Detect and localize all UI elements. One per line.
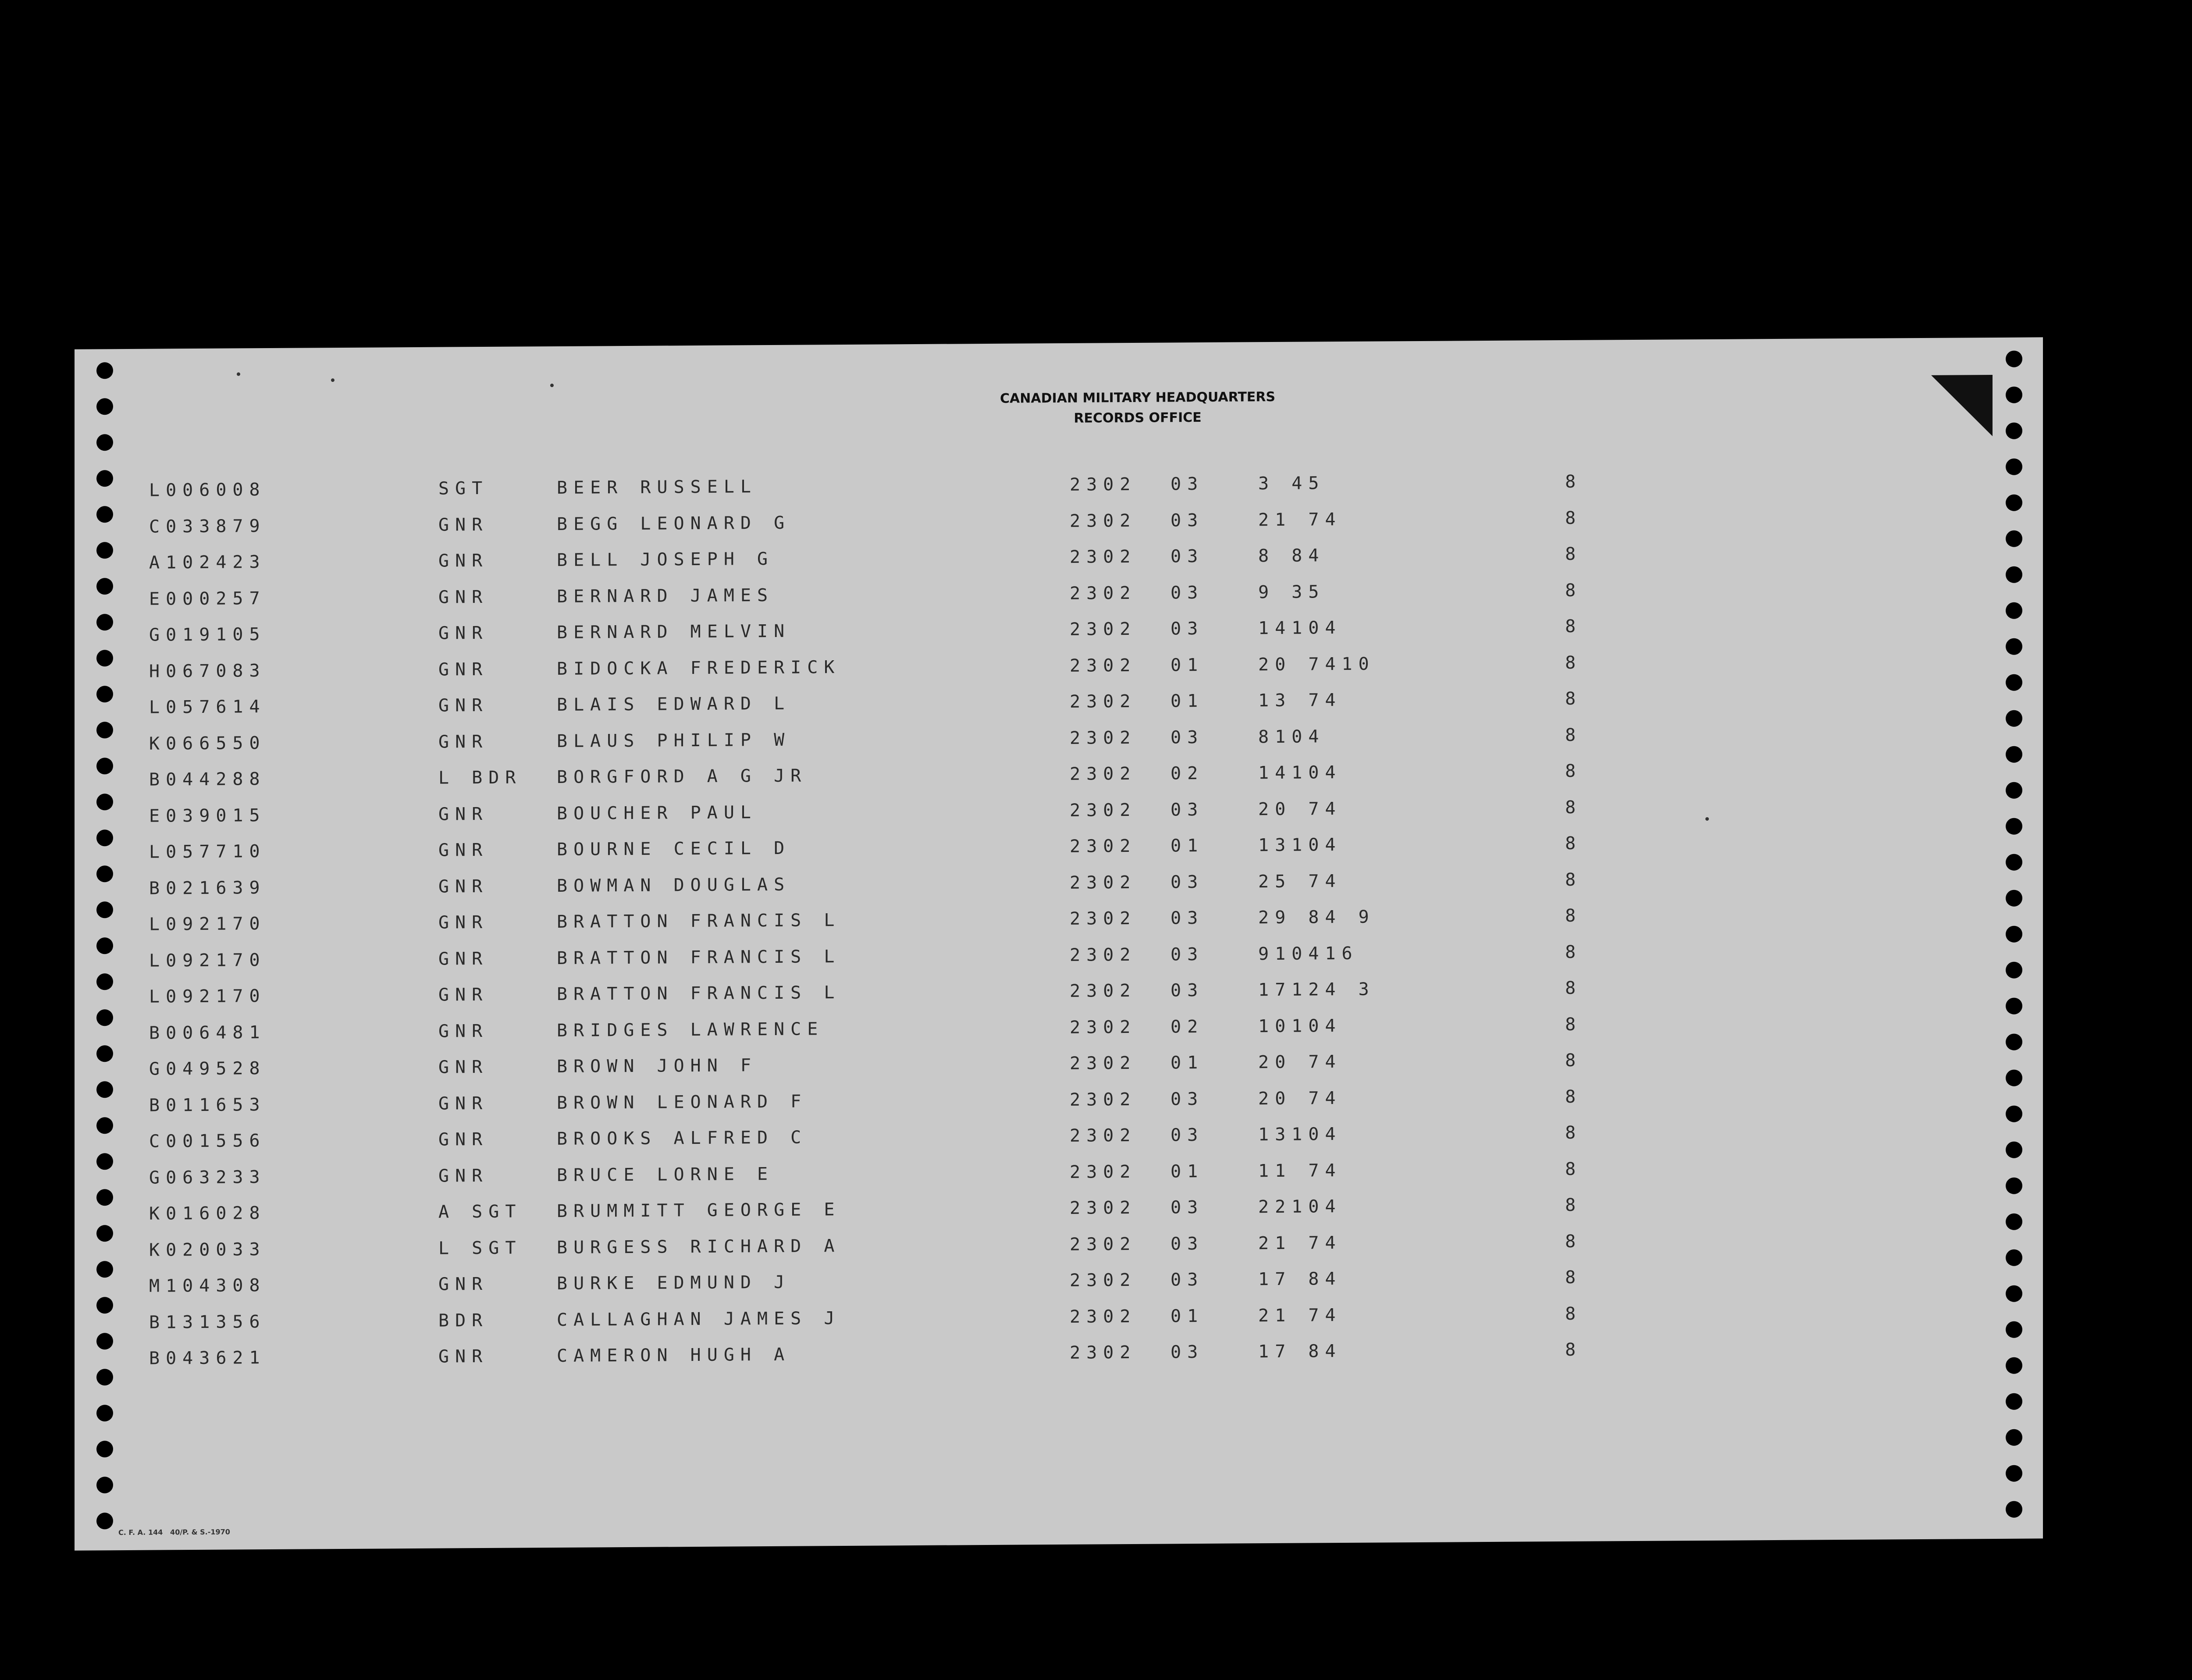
- header-line-1: CANADIAN MILITARY HEADQUARTERS: [1000, 389, 1275, 406]
- form-footer: C. F. A. 144 40/P. & S.-1970: [118, 1527, 230, 1537]
- soldier-name: BELL JOSEPH G: [557, 548, 774, 570]
- feed-hole: [96, 1153, 113, 1170]
- record-value: 22104: [1258, 1196, 1342, 1217]
- unit-code: 2302: [1070, 1125, 1137, 1146]
- record-value: 21 74: [1258, 1232, 1342, 1253]
- rank: GNR: [438, 1057, 489, 1078]
- soldier-name: CAMERON HUGH A: [557, 1344, 791, 1366]
- feed-hole: [2006, 1465, 2022, 1482]
- soldier-name: BIDOCKA FREDERICK: [557, 657, 841, 679]
- service-number: C033879: [149, 516, 266, 537]
- feed-hole: [2006, 1106, 2022, 1122]
- feed-hole: [96, 794, 113, 810]
- service-number: K066550: [149, 733, 266, 754]
- feed-hole: [2006, 1249, 2022, 1266]
- service-number: B131356: [149, 1311, 266, 1333]
- flag-code: 8: [1565, 1339, 1576, 1360]
- group-code: 03: [1171, 473, 1204, 495]
- feed-hole: [2006, 638, 2022, 655]
- soldier-name: BROWN JOHN F: [557, 1055, 757, 1077]
- feed-hole: [96, 722, 113, 738]
- soldier-name: BURGESS RICHARD A: [557, 1235, 841, 1258]
- feed-hole: [2006, 1357, 2022, 1374]
- feed-hole: [2006, 674, 2022, 691]
- feed-hole: [96, 1189, 113, 1206]
- rank: A SGT: [438, 1201, 522, 1222]
- service-number: M104308: [149, 1275, 266, 1296]
- record-value: 8 84: [1258, 545, 1325, 566]
- record-value: 9 35: [1258, 581, 1325, 602]
- feed-hole: [96, 937, 113, 954]
- tractor-holes: [75, 337, 2043, 349]
- soldier-name: BOWMAN DOUGLAS: [557, 874, 791, 896]
- feed-hole: [96, 1405, 113, 1421]
- feed-hole: [2006, 854, 2022, 871]
- unit-code: 2302: [1070, 800, 1137, 821]
- group-code: 03: [1171, 618, 1204, 639]
- rank: GNR: [438, 1021, 489, 1042]
- flag-code: 8: [1565, 725, 1576, 745]
- feed-hole: [96, 506, 113, 523]
- record-value: 13 74: [1258, 690, 1342, 711]
- rank: GNR: [438, 1129, 489, 1150]
- service-number: A102423: [149, 552, 266, 573]
- soldier-name: BURKE EDMUND J: [557, 1272, 791, 1294]
- rank: GNR: [438, 550, 489, 571]
- group-code: 03: [1171, 582, 1204, 603]
- unit-code: 2302: [1070, 1161, 1137, 1182]
- feed-hole: [96, 398, 113, 415]
- feed-hole: [2006, 1214, 2022, 1230]
- rank: GNR: [438, 804, 489, 825]
- service-number: E000257: [149, 588, 266, 609]
- group-code: 01: [1171, 835, 1204, 856]
- group-code: 01: [1171, 1052, 1204, 1073]
- service-number: K020033: [149, 1239, 266, 1260]
- rank: GNR: [438, 840, 489, 861]
- rank: GNR: [438, 912, 489, 933]
- service-number: L057710: [149, 841, 266, 862]
- rank: L BDR: [438, 767, 522, 788]
- unit-code: 2302: [1070, 872, 1137, 893]
- feed-hole: [2006, 746, 2022, 763]
- record-value: 20 74: [1258, 1088, 1342, 1109]
- soldier-name: BRUCE LORNE E: [557, 1164, 774, 1185]
- group-code: 03: [1171, 1197, 1204, 1218]
- flag-code: 8: [1565, 761, 1576, 781]
- soldier-name: BOURNE CECIL D: [557, 838, 791, 860]
- rank: GNR: [438, 623, 489, 644]
- unit-code: 2302: [1070, 510, 1137, 531]
- group-code: 03: [1171, 799, 1204, 820]
- flag-code: 8: [1565, 1231, 1576, 1252]
- flag-code: 8: [1565, 1267, 1576, 1288]
- group-code: 03: [1171, 1089, 1204, 1109]
- soldier-name: BLAIS EDWARD L: [557, 693, 791, 715]
- service-number: L092170: [149, 950, 266, 971]
- group-code: 03: [1171, 1342, 1204, 1363]
- feed-hole: [2006, 1429, 2022, 1446]
- soldier-name: BROWN LEONARD F: [557, 1091, 808, 1113]
- rank: GNR: [438, 948, 489, 969]
- feed-hole: [2006, 459, 2022, 475]
- unit-code: 2302: [1070, 655, 1137, 676]
- unit-code: 2302: [1070, 980, 1137, 1001]
- unit-code: 2302: [1070, 583, 1137, 604]
- rank: GNR: [438, 587, 489, 608]
- feed-hole: [2006, 602, 2022, 619]
- unit-code: 2302: [1070, 1017, 1137, 1038]
- speck: [1705, 817, 1709, 821]
- group-code: 03: [1171, 727, 1204, 747]
- record-value: 14104: [1258, 762, 1342, 783]
- record-value: 910416: [1258, 943, 1359, 964]
- group-code: 03: [1171, 546, 1204, 567]
- soldier-name: BRUMMITT GEORGE E: [557, 1199, 841, 1221]
- service-number: L057614: [149, 697, 266, 718]
- service-number: B044288: [149, 769, 266, 790]
- rank: GNR: [438, 1165, 489, 1186]
- soldier-name: BOUCHER PAUL: [557, 802, 757, 824]
- feed-hole: [2006, 423, 2022, 439]
- group-code: 01: [1171, 691, 1204, 712]
- rank: L SGT: [438, 1237, 522, 1259]
- document-header: [886, 386, 1390, 430]
- flag-code: 8: [1565, 942, 1576, 962]
- rank: GNR: [438, 1346, 489, 1367]
- soldier-name: CALLAGHAN JAMES J: [557, 1308, 841, 1330]
- corner-triangle-mark: [1931, 375, 1993, 437]
- group-code: 02: [1171, 1016, 1204, 1037]
- group-code: 01: [1171, 1306, 1204, 1326]
- feed-hole: [2006, 530, 2022, 547]
- unit-code: 2302: [1070, 1306, 1137, 1327]
- unit-code: 2302: [1070, 1342, 1137, 1363]
- feed-hole: [2006, 1142, 2022, 1158]
- service-number: G049528: [149, 1058, 266, 1079]
- unit-code: 2302: [1070, 691, 1137, 712]
- feed-hole: [96, 1117, 113, 1134]
- unit-code: 2302: [1070, 619, 1137, 640]
- group-code: 01: [1171, 1161, 1204, 1182]
- record-value: 14104: [1258, 618, 1342, 639]
- flag-code: 8: [1565, 544, 1576, 564]
- record-value: 17124 3: [1258, 979, 1375, 1000]
- group-code: 03: [1171, 944, 1204, 965]
- unit-code: 2302: [1070, 1197, 1137, 1218]
- record-value: 17 84: [1258, 1341, 1342, 1362]
- record-value: 20 7410: [1258, 654, 1375, 675]
- flag-code: 8: [1565, 1159, 1576, 1179]
- flag-code: 8: [1565, 1195, 1576, 1215]
- flag-code: 8: [1565, 978, 1576, 998]
- rank: GNR: [438, 695, 489, 716]
- group-code: 03: [1171, 908, 1204, 929]
- feed-hole: [96, 1081, 113, 1098]
- record-value: 17 84: [1258, 1269, 1342, 1290]
- flag-code: 8: [1565, 580, 1576, 601]
- record-value: 25 74: [1258, 871, 1342, 892]
- feed-hole: [2006, 818, 2022, 835]
- feed-hole: [96, 1009, 113, 1026]
- feed-hole: [2006, 1285, 2022, 1302]
- feed-hole: [96, 1513, 113, 1529]
- record-value: 20 74: [1258, 798, 1342, 819]
- feed-hole: [2006, 387, 2022, 403]
- service-number: L092170: [149, 986, 266, 1007]
- unit-code: 2302: [1070, 727, 1137, 748]
- feed-hole: [96, 434, 113, 451]
- soldier-name: BERNARD JAMES: [557, 585, 774, 607]
- feed-hole: [2006, 962, 2022, 979]
- soldier-name: BEER RUSSELL: [557, 477, 757, 498]
- group-code: 01: [1171, 655, 1204, 675]
- group-code: 03: [1171, 980, 1204, 1001]
- feed-hole: [96, 470, 113, 487]
- feed-hole: [96, 362, 113, 379]
- service-number: E039015: [149, 805, 266, 826]
- rank: GNR: [438, 1093, 489, 1114]
- record-value: 8104: [1258, 726, 1325, 747]
- feed-hole: [2006, 1321, 2022, 1338]
- service-number: L092170: [149, 914, 266, 935]
- flag-code: 8: [1565, 1086, 1576, 1107]
- rank: GNR: [438, 1274, 489, 1295]
- record-value: 21 74: [1258, 509, 1342, 530]
- feed-hole: [2006, 710, 2022, 727]
- flag-code: 8: [1565, 797, 1576, 818]
- record-value: 11 74: [1258, 1160, 1342, 1181]
- rank: GNR: [438, 876, 489, 897]
- feed-hole: [96, 614, 113, 630]
- feed-hole: [96, 1045, 113, 1062]
- soldier-name: BRATTON FRANCIS L: [557, 982, 841, 1004]
- feed-hole: [96, 865, 113, 882]
- group-code: 03: [1171, 510, 1204, 530]
- feed-hole: [96, 1369, 113, 1385]
- feed-hole: [2006, 926, 2022, 943]
- feed-hole: [2006, 998, 2022, 1014]
- unit-code: 2302: [1070, 908, 1137, 929]
- feed-hole: [2006, 1393, 2022, 1410]
- service-number: C001556: [149, 1131, 266, 1152]
- unit-code: 2302: [1070, 944, 1137, 965]
- soldier-name: BERNARD MELVIN: [557, 621, 791, 643]
- soldier-name: BLAUS PHILIP W: [557, 730, 791, 751]
- service-number: G063233: [149, 1167, 266, 1188]
- feed-hole: [96, 758, 113, 774]
- rank: SGT: [438, 478, 489, 499]
- feed-hole: [2006, 495, 2022, 511]
- feed-hole: [96, 650, 113, 666]
- rank: GNR: [438, 984, 489, 1005]
- rank: GNR: [438, 514, 489, 535]
- soldier-name: BROOKS ALFRED C: [557, 1127, 808, 1149]
- group-code: 02: [1171, 763, 1204, 784]
- flag-code: 8: [1565, 652, 1576, 673]
- soldier-name: BRIDGES LAWRENCE: [557, 1018, 824, 1041]
- unit-code: 2302: [1070, 1234, 1137, 1255]
- printout-sheet: [75, 337, 2043, 1550]
- unit-code: 2302: [1070, 1089, 1137, 1110]
- record-value: 20 74: [1258, 1052, 1342, 1073]
- feed-hole: [2006, 1178, 2022, 1194]
- flag-code: 8: [1565, 905, 1576, 926]
- feed-hole: [96, 973, 113, 990]
- record-value: 13104: [1258, 1124, 1342, 1145]
- group-code: 03: [1171, 872, 1204, 892]
- feed-hole: [96, 1441, 113, 1457]
- service-number: B043621: [149, 1348, 266, 1369]
- feed-hole: [96, 1225, 113, 1242]
- flag-code: 8: [1565, 471, 1576, 492]
- soldier-name: BORGFORD A G JR: [557, 765, 808, 787]
- feed-hole: [96, 578, 113, 594]
- feed-hole: [2006, 1034, 2022, 1050]
- rank: GNR: [438, 731, 489, 752]
- flag-code: 8: [1565, 1303, 1576, 1324]
- service-number: G019105: [149, 624, 266, 645]
- speck: [237, 372, 240, 376]
- unit-code: 2302: [1070, 1053, 1137, 1074]
- group-code: 03: [1171, 1269, 1204, 1290]
- soldier-name: BEGG LEONARD G: [557, 513, 791, 534]
- header-line-2: RECORDS OFFICE: [1074, 410, 1202, 426]
- service-number: K016028: [149, 1203, 266, 1224]
- service-number: B021639: [149, 877, 266, 899]
- feed-hole: [96, 1333, 113, 1349]
- service-number: L006008: [149, 480, 266, 501]
- rank: BDR: [438, 1310, 489, 1331]
- feed-hole: [2006, 890, 2022, 907]
- feed-hole: [96, 901, 113, 918]
- flag-code: 8: [1565, 616, 1576, 637]
- soldier-name: BRATTON FRANCIS L: [557, 910, 841, 932]
- record-value: 13104: [1258, 835, 1342, 856]
- speck: [550, 384, 554, 387]
- flag-code: 8: [1565, 508, 1576, 528]
- feed-hole: [96, 1261, 113, 1278]
- record-value: 21 74: [1258, 1305, 1342, 1326]
- flag-code: 8: [1565, 1050, 1576, 1071]
- flag-code: 8: [1565, 1014, 1576, 1035]
- feed-hole: [96, 829, 113, 846]
- flag-code: 8: [1565, 833, 1576, 854]
- unit-code: 2302: [1070, 546, 1137, 567]
- unit-code: 2302: [1070, 763, 1137, 784]
- service-number: B011653: [149, 1094, 266, 1116]
- feed-hole: [96, 542, 113, 559]
- feed-hole: [2006, 566, 2022, 583]
- feed-hole: [96, 686, 113, 702]
- feed-hole: [96, 1297, 113, 1313]
- flag-code: 8: [1565, 688, 1576, 709]
- feed-hole: [2006, 782, 2022, 799]
- service-number: H067083: [149, 660, 266, 682]
- feed-hole: [96, 1477, 113, 1493]
- rank: GNR: [438, 659, 489, 680]
- unit-code: 2302: [1070, 474, 1137, 495]
- record-value: 10104: [1258, 1015, 1342, 1036]
- flag-code: 8: [1565, 1122, 1576, 1143]
- group-code: 03: [1171, 1125, 1204, 1146]
- record-value: 29 84 9: [1258, 907, 1375, 928]
- unit-code: 2302: [1070, 836, 1137, 857]
- feed-hole: [2006, 351, 2022, 367]
- group-code: 03: [1171, 1233, 1204, 1254]
- flag-code: 8: [1565, 869, 1576, 890]
- speck: [331, 378, 334, 382]
- service-number: B006481: [149, 1022, 266, 1043]
- feed-hole: [2006, 1501, 2022, 1518]
- unit-code: 2302: [1070, 1270, 1137, 1291]
- record-value: 3 45: [1258, 473, 1325, 494]
- feed-hole: [2006, 1070, 2022, 1086]
- soldier-name: BRATTON FRANCIS L: [557, 946, 841, 968]
